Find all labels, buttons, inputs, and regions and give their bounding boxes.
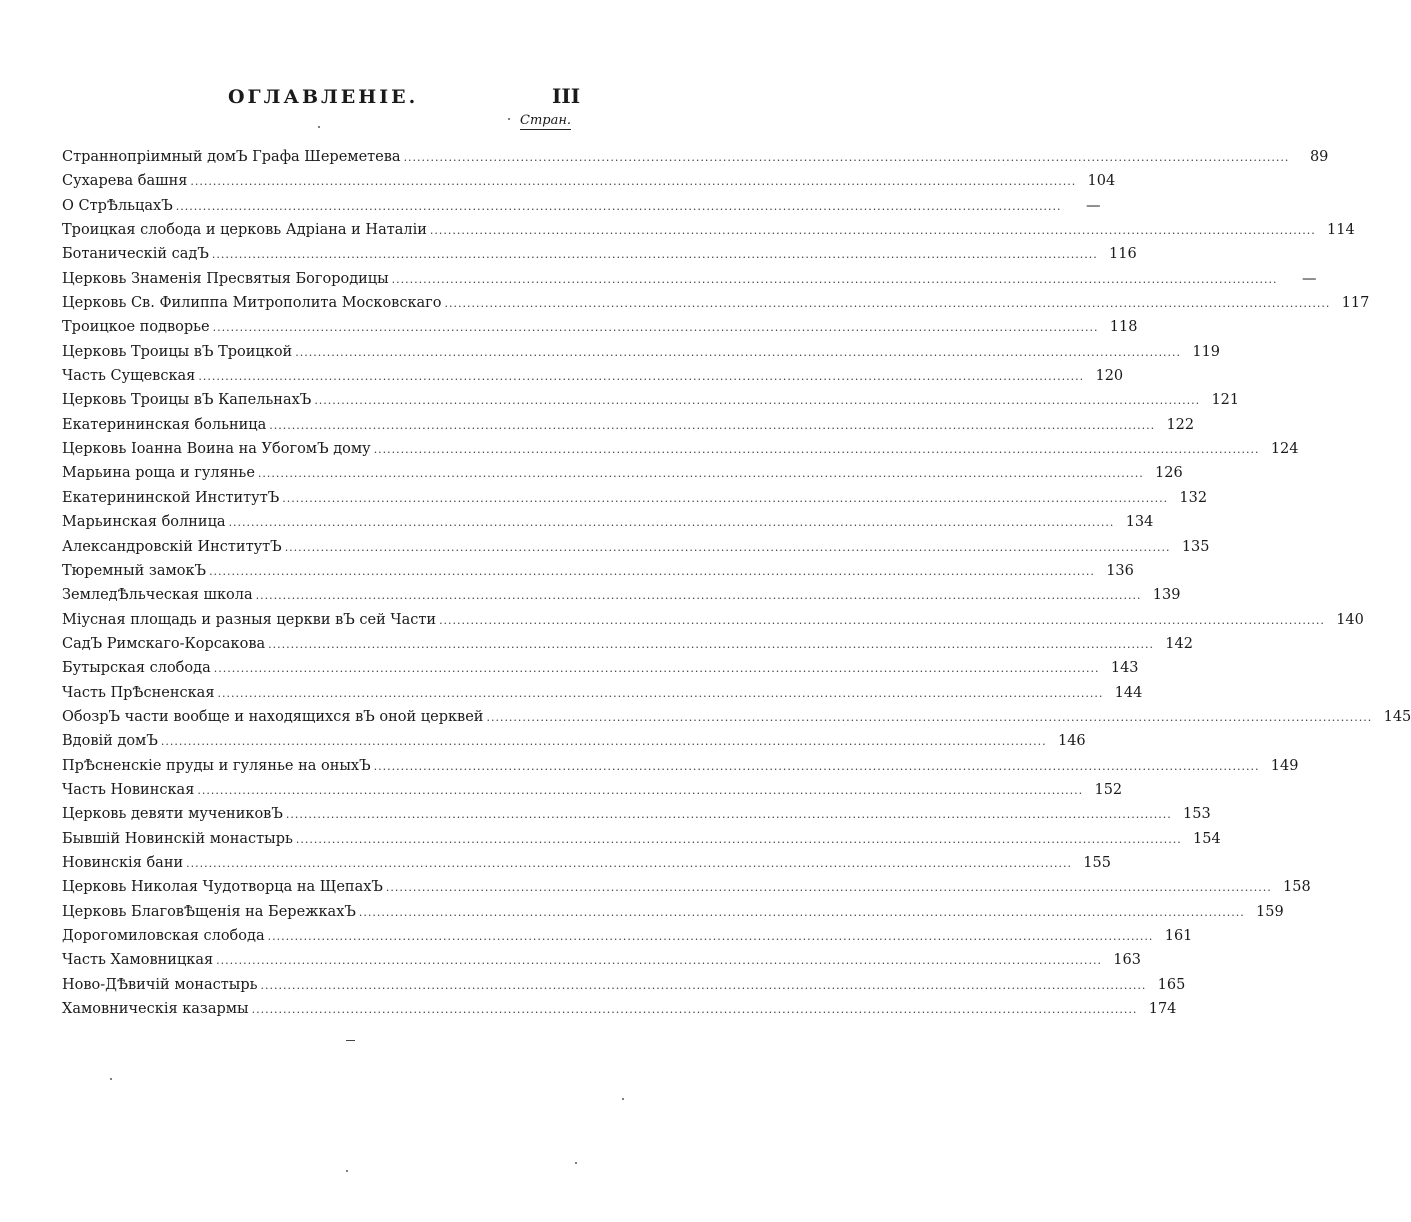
toc-entry-page: 122 (1166, 416, 1195, 433)
toc-entry (62, 583, 1181, 607)
toc-entry-title: Страннопріимный домЪ Графа Шереметева (62, 149, 401, 165)
dot-leader (374, 438, 1260, 462)
dot-leader (269, 414, 1155, 438)
dot-leader (392, 268, 1278, 292)
toc-entry (62, 169, 1116, 193)
toc-entry (62, 997, 1177, 1021)
toc-entry-title: Міусная площадь и разныя церкви вЪ сей Части (62, 611, 437, 628)
toc-entry (62, 827, 1221, 851)
dot-leader (161, 730, 1047, 754)
toc-entry-page: 139 (1152, 587, 1181, 604)
dot-leader (214, 657, 1100, 681)
toc-entry-title: О СтрѢльцахЪ (62, 197, 173, 214)
toc-entry-title: Ботаническій садЪ (62, 246, 209, 263)
page-number: III (552, 84, 581, 108)
table-of-contents (62, 145, 1411, 1021)
toc-entry-title: Бывшій Новинскій монастырь (62, 830, 293, 847)
dot-leader (282, 487, 1168, 511)
toc-entry (62, 388, 1240, 412)
toc-entry (62, 242, 1137, 266)
toc-entry-page: 126 (1155, 465, 1183, 482)
toc-entry-title: Церковь Троицы вЪ Троицкой (62, 343, 293, 360)
toc-entry-page: 152 (1094, 781, 1123, 798)
toc-entry-page: 114 (1327, 222, 1355, 239)
paper-mark (346, 1040, 355, 1041)
dot-leader (285, 536, 1171, 560)
toc-entry-page: 135 (1181, 538, 1210, 555)
toc-entry (62, 681, 1143, 705)
toc-entry (62, 194, 1101, 218)
dot-leader (404, 146, 1290, 170)
toc-entry-title: Новинскія бани (62, 854, 184, 871)
toc-entry (62, 145, 1329, 169)
toc-entry-title: Церковь девяти мучениковЪ (62, 806, 283, 823)
toc-entry (62, 559, 1134, 583)
dot-leader (314, 389, 1200, 413)
page-title: ОГЛАВЛЕНІЕ. (228, 86, 419, 108)
toc-entry (62, 802, 1211, 826)
toc-entry-title: ЗемледѢльческая школа (62, 587, 253, 604)
toc-entry-page: 142 (1165, 635, 1193, 652)
dot-leader (261, 974, 1147, 998)
toc-entry (62, 486, 1208, 510)
toc-entry-title: Вдовій домЪ (62, 733, 158, 750)
toc-entry (62, 510, 1154, 534)
toc-entry-page: 145 (1383, 708, 1411, 725)
toc-entry (62, 851, 1111, 875)
dot-leader (252, 998, 1138, 1022)
dot-leader (445, 292, 1331, 316)
dot-leader (295, 341, 1181, 365)
toc-entry (62, 461, 1183, 485)
toc-entry (62, 413, 1195, 437)
toc-entry-title: Марьина роща и гулянье (62, 465, 255, 482)
toc-entry-title: Екатерининской ИнститутЪ (62, 489, 280, 506)
toc-entry-title: Троицкое подворье (62, 319, 210, 336)
toc-entry (62, 340, 1221, 364)
dot-leader (213, 316, 1099, 340)
toc-entry (62, 948, 1141, 972)
paper-speck (346, 1170, 348, 1172)
toc-entry (62, 973, 1186, 997)
dot-leader (359, 901, 1245, 925)
toc-entry-page: 120 (1095, 368, 1124, 385)
toc-entry-title: Хамовническія казармы (62, 1001, 249, 1018)
toc-entry-page: 161 (1164, 928, 1193, 944)
dot-leader (212, 243, 1098, 267)
dot-leader (430, 219, 1316, 243)
toc-entry (62, 535, 1210, 559)
toc-entry (62, 705, 1411, 729)
toc-entry-page: 154 (1193, 830, 1221, 847)
toc-entry-title: ОбозрЪ части вообще и находящихся вЪ оной церквей (62, 708, 484, 725)
toc-entry-title: Часть Хамовницкая (62, 952, 214, 969)
dot-leader (286, 803, 1172, 827)
dot-leader (229, 511, 1115, 535)
toc-entry-title: Часть ПрѢсненская (62, 684, 215, 701)
toc-entry (62, 218, 1355, 242)
dot-leader (186, 852, 1072, 876)
toc-entry-title: Троицкая слобода и церковь Адріана и Наталіи (62, 222, 427, 239)
dot-leader (217, 682, 1103, 706)
toc-entry (62, 656, 1139, 680)
toc-entry (62, 875, 1311, 899)
toc-entry-title: Часть Сущевская (62, 368, 196, 385)
toc-entry-title: Церковь Св. Филиппа Митрополита Московскаго (62, 295, 442, 312)
dot-leader (296, 828, 1182, 852)
dot-leader (176, 195, 1062, 219)
toc-entry-page: 118 (1109, 319, 1138, 336)
toc-entry-page: 155 (1083, 854, 1111, 871)
toc-entry-page: — (1302, 270, 1317, 287)
toc-entry-page: 159 (1256, 903, 1284, 920)
toc-entry-title: Церковь БлаговѢщенія на БережкахЪ (62, 903, 356, 920)
toc-entry-page: 144 (1114, 684, 1143, 701)
toc-entry-title: Александровскій ИнститутЪ (62, 538, 282, 555)
dot-leader (374, 755, 1260, 779)
paper-speck (575, 1162, 577, 1164)
toc-entry (62, 315, 1138, 339)
toc-entry-title: Сухарева башня (62, 173, 188, 190)
paper-speck (622, 1098, 624, 1100)
toc-entry-title: Екатерининская больница (62, 416, 267, 433)
toc-entry (62, 729, 1086, 753)
dot-leader (190, 170, 1076, 194)
toc-entry (62, 778, 1123, 802)
toc-entry-page: 134 (1125, 514, 1154, 531)
toc-entry (62, 291, 1370, 315)
toc-entry-page: 132 (1179, 489, 1208, 506)
dot-leader (256, 584, 1142, 608)
toc-entry-page: 89 (1309, 149, 1329, 165)
toc-entry-page: 140 (1336, 611, 1364, 628)
toc-entry (62, 924, 1193, 948)
toc-entry-page: 165 (1157, 976, 1186, 993)
dot-leader (209, 560, 1095, 584)
toc-entry-page: 149 (1270, 757, 1299, 774)
toc-entry-page: 136 (1106, 562, 1134, 579)
toc-entry-page: 119 (1192, 343, 1221, 360)
toc-entry (62, 608, 1364, 632)
toc-entry-title: Часть Новинская (62, 781, 195, 798)
dot-leader (198, 365, 1084, 389)
toc-entry-title: Дорогомиловская слобода (62, 928, 265, 944)
dot-leader (197, 779, 1083, 803)
toc-entry-page: 124 (1270, 441, 1299, 458)
paper-speck (110, 1078, 112, 1080)
toc-entry-title: Церковь Николая Чудотворца на ЩепахЪ (62, 879, 383, 896)
toc-entry-page: 117 (1341, 295, 1370, 312)
toc-entry-page: 153 (1183, 806, 1211, 823)
toc-entry-title: Марьинская болница (62, 514, 226, 531)
toc-entry-title: ПрѢсненскіе пруды и гулянье на оныхЪ (62, 757, 371, 774)
page-column-label: Стран. (520, 113, 572, 128)
toc-entry-page: 121 (1211, 392, 1240, 409)
dot-leader (258, 462, 1144, 486)
toc-entry-page: 158 (1283, 879, 1311, 896)
toc-entry-title: Церковь Знаменія Пресвятыя Богородицы (62, 270, 389, 287)
toc-entry (62, 900, 1284, 924)
toc-entry-page: 146 (1057, 733, 1086, 750)
toc-entry-page: 116 (1109, 246, 1137, 263)
toc-entry (62, 754, 1299, 778)
toc-entry (62, 632, 1193, 656)
toc-entry-title: Церковь Троицы вЪ КапельнахЪ (62, 392, 312, 409)
toc-entry-page: 174 (1148, 1001, 1177, 1018)
toc-entry-title: Церковь Іоанна Воина на УбогомЪ дому (62, 441, 371, 458)
toc-entry (62, 364, 1124, 388)
toc-entry-page: — (1086, 197, 1101, 214)
dot-leader (486, 706, 1372, 730)
toc-entry (62, 267, 1317, 291)
toc-entry-page: 104 (1087, 173, 1116, 190)
paper-speck (508, 118, 510, 120)
dot-leader (439, 609, 1325, 633)
page-header (0, 86, 699, 110)
dot-leader (386, 876, 1272, 900)
toc-entry (62, 437, 1299, 461)
toc-entry-title: Ново-ДѢвичій монастырь (62, 976, 258, 993)
toc-entry-title: СадЪ Римскаго-Корсакова (62, 635, 266, 652)
dot-leader (216, 949, 1102, 973)
toc-entry-page: 163 (1113, 952, 1141, 969)
toc-entry-title: Бутырская слобода (62, 660, 211, 677)
toc-entry-page: 143 (1110, 660, 1139, 677)
toc-entry-title: Тюремный замокЪ (62, 562, 207, 579)
dot-leader (268, 925, 1154, 949)
dot-leader (268, 633, 1154, 657)
paper-speck (318, 126, 320, 128)
